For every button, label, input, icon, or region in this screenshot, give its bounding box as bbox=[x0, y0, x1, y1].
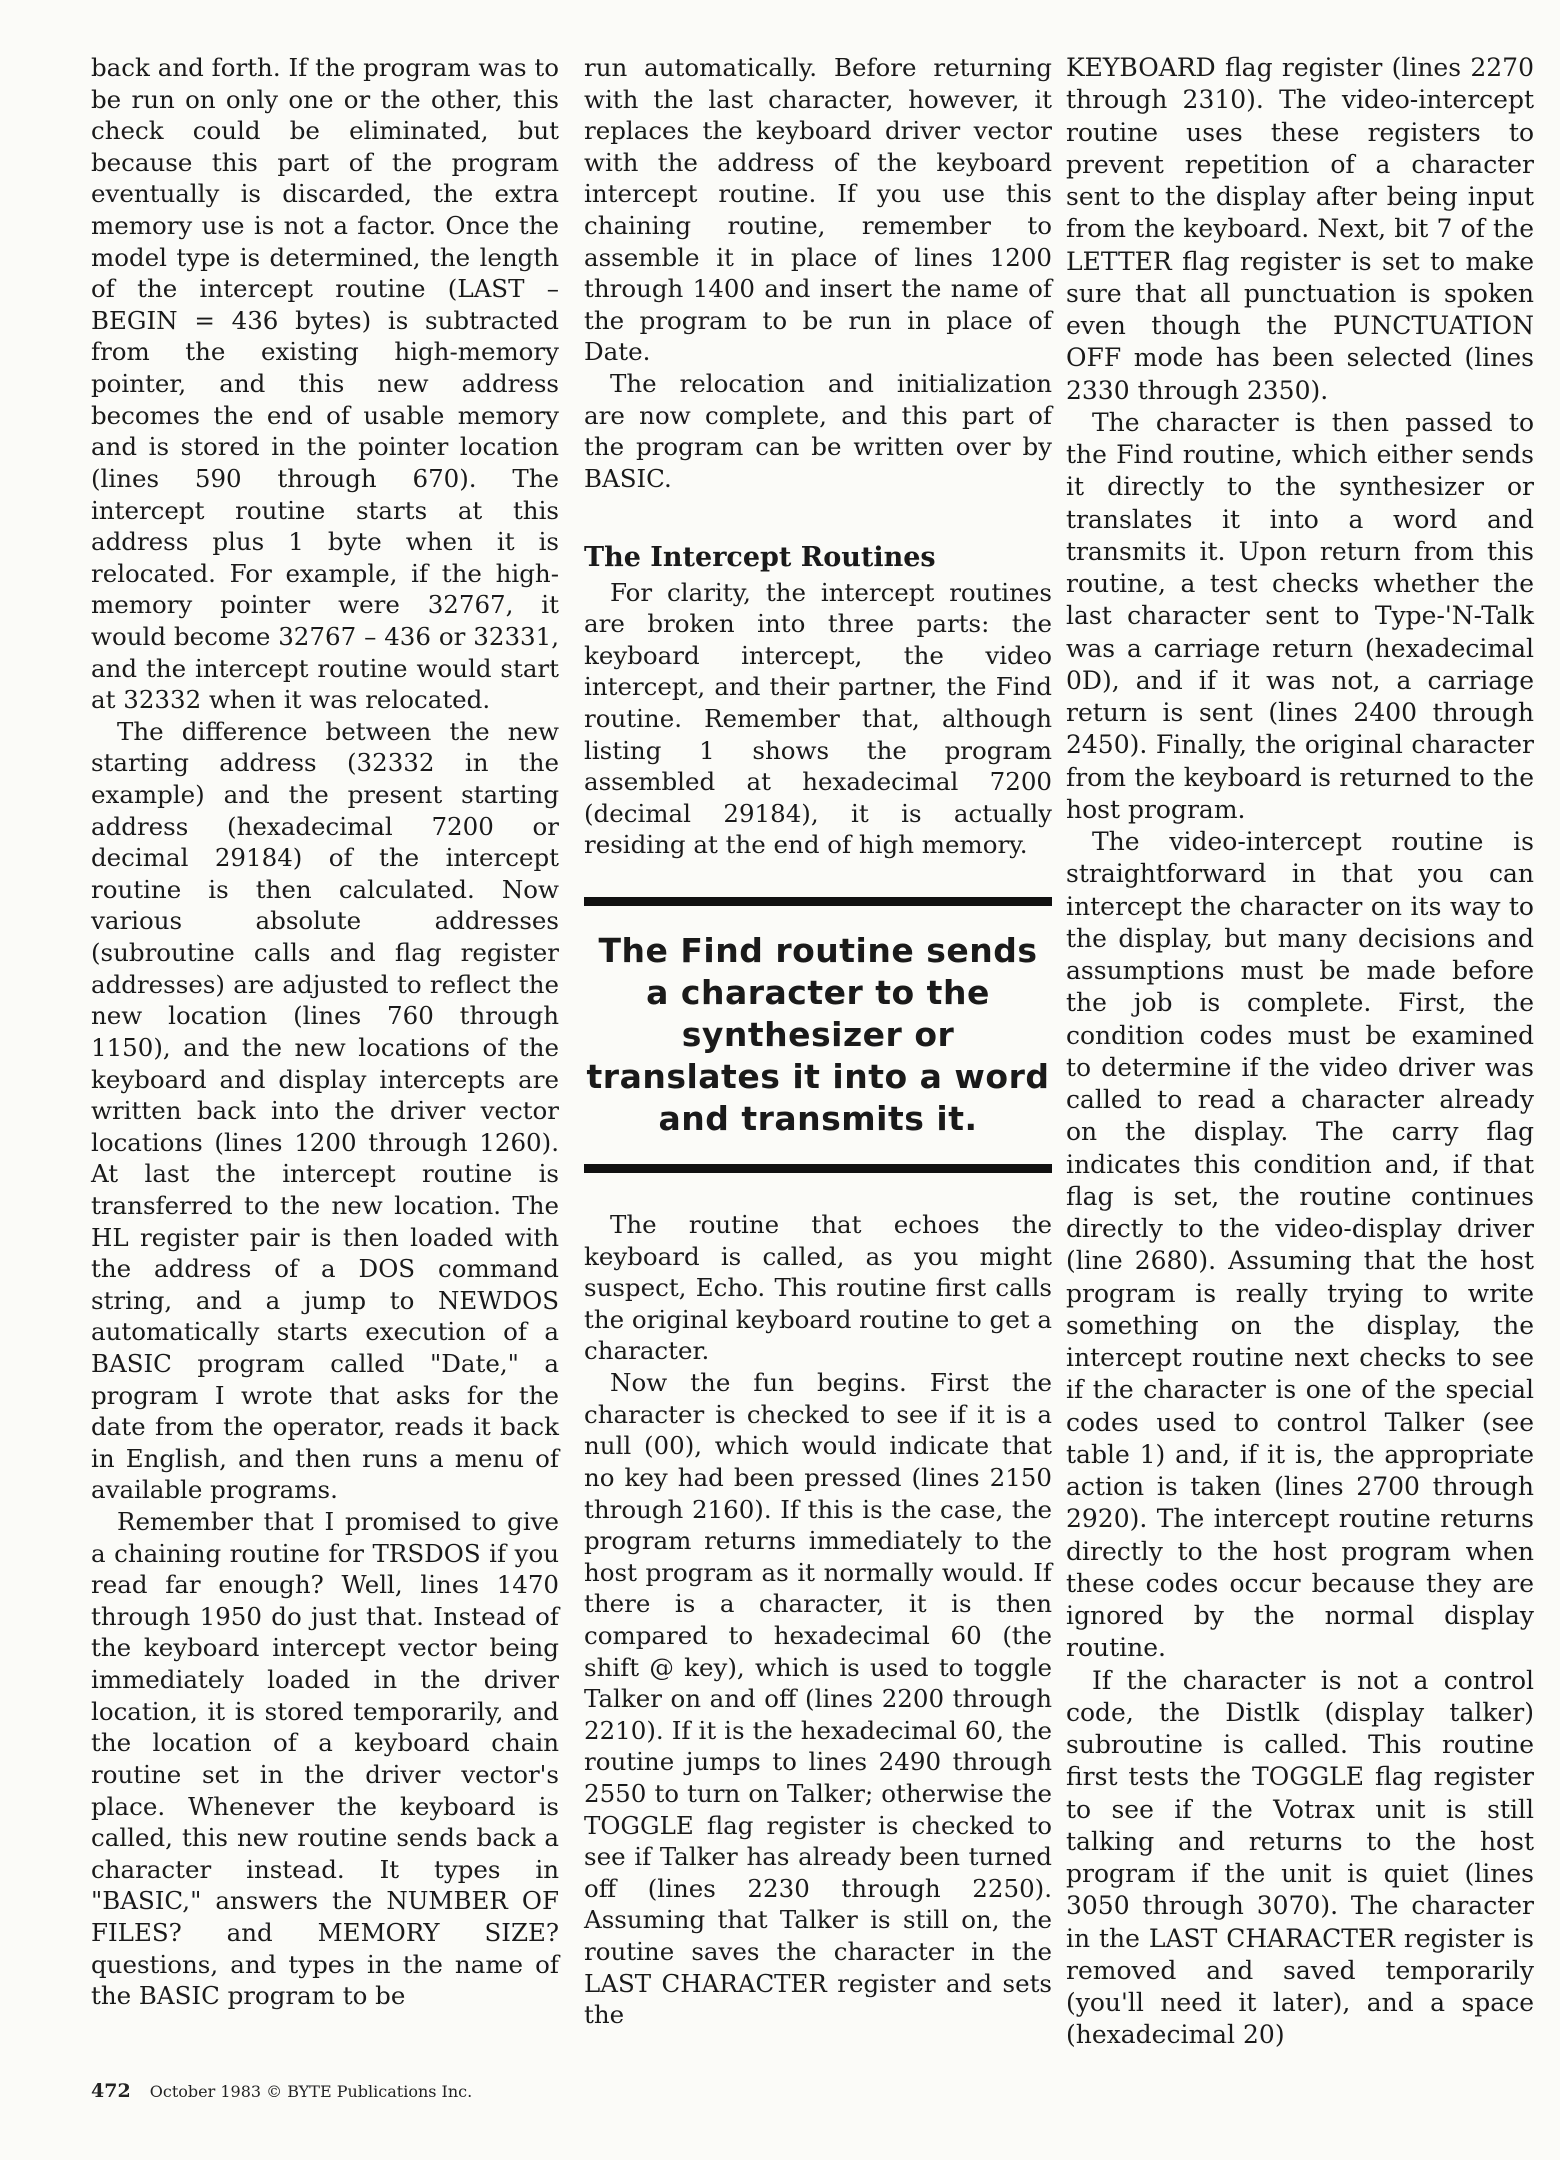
column-1 bbox=[91, 52, 559, 2012]
paragraph: The difference between the new starting address (32332 in the example) and the present starting address (hexadecimal 7200 or decimal 29184) of the intercept routine is then calculated. Now various absolute addresses (subroutine calls and flag register addresses) are adjusted to reflect the new location (lines 760 through 1150), and the new locations of the keyboard and display intercepts are written back into the driver vector locations (lines 1200 through 1260). At last the intercept routine is transferred to the new location. The HL register pair is then loaded with the address of a DOS command string, and a jump to NEWDOS automatically starts execution of a BASIC program called "Date," a program I wrote that asks for the date from the operator, reads it back in English, and then runs a menu of available programs. bbox=[91, 716, 559, 1505]
paragraph: The video-intercept routine is straightforward in that you can intercept the character on its way to the display, but many decisions and assumptions must be made before the job is complete. First, the condition codes must be examined to determine if the video driver was called to read a character already on the display. The carry flag indicates this condition and, if that flag is set, the routine continues directly to the video-display driver (line 2680). Assuming that the host program is really trying to write something on the display, the intercept routine next checks to see if the character is one of the special codes used to control Talker (see table 1) and, if it is, the appropriate action is taken (lines 2700 through 2920). The intercept routine returns directly to the host program when these codes occur because they are ignored by the normal display routine. bbox=[1066, 827, 1534, 1663]
paragraph: run automatically. Before returning with the last character, however, it replaces the keyboard driver vector with the address of the keyboard intercept routine. If you use this chaining routine, remember to assemble it in place of lines 1200 through 1400 and insert the name of the program to be run in place of Date. bbox=[584, 53, 1052, 367]
pull-quote: The Find routine sends a character to the synthesizer or translates it into a word and transmits it. bbox=[584, 897, 1052, 1173]
paragraph: The character is then passed to the Find routine, which either sends it directly to the synthesizer or translates it into a word and transmits it. Upon return from this routine, a test checks whether the last character sent to Type-'N-Talk was a carriage return (hexadecimal 0D), and if it was not, a carriage return is sent (lines 2400 through 2450). Finally, the original character from the keyboard is returned to the host program. bbox=[1066, 407, 1534, 824]
page-number: 472 bbox=[91, 2080, 131, 2102]
paragraph: The relocation and initialization are now complete, and this part of the program can be written over by BASIC. bbox=[584, 369, 1052, 493]
paragraph: If the character is not a control code, the Distlk (display talker) subroutine is called. This routine first tests the TOGGLE flag register to see if the Votrax unit is still talking and returns to the host program if the unit is quiet (lines 3050 through 3070). The character in the LAST CHARACTER register is removed and saved temporarily (you'll need it later), and a space (hexadecimal 20) bbox=[1066, 1665, 1534, 2050]
page-footer bbox=[91, 2080, 472, 2102]
paragraph: Now the fun begins. First the character is checked to see if it is a null (00), which would indicate that no key had been pressed (lines 2150 through 2160). If this is the case, the program returns immediately to the host program as it normally would. If there is a character, it is then compared to hexadecimal 60 (the shift @ key), which is used to toggle Talker on and off (lines 2200 through 2210). If it is the hexadecimal 60, the routine jumps to lines 2490 through 2550 to turn on Talker; otherwise the TOGGLE flag register is checked to see if Talker has already been turned off (lines 2230 through 2250). Assuming that Talker is still on, the routine saves the character in the LAST CHARACTER register and sets the bbox=[584, 1368, 1052, 2030]
column-2 bbox=[584, 52, 1052, 2031]
copyright-credit: October 1983 © BYTE Publications Inc. bbox=[149, 2082, 473, 2101]
column-3 bbox=[1066, 52, 1534, 2052]
paragraph: back and forth. If the program was to be run on only one or the other, this check could be eliminated, but because this part of the program eventually is discarded, the extra memory use is not a factor. Once the model type is determined, the length of the intercept routine (LAST – BEGIN = 436 bytes) is subtracted from the existing high-memory pointer, and this new address becomes the end of usable memory and is stored in the pointer location (lines 590 through 670). The intercept routine starts at this address plus 1 byte when it is relocated. For example, if the high-memory pointer were 32767, it would become 32767 – 436 or 32331, and the intercept routine would start at 32332 when it was relocated. bbox=[91, 53, 559, 715]
paragraph: The routine that echoes the keyboard is called, as you might suspect, Echo. This routine first calls the original keyboard routine to get a character. bbox=[584, 1210, 1052, 1366]
paragraph: Remember that I promised to give a chaining routine for TRSDOS if you read far enough? Well, lines 1470 through 1950 do just that. Instead of the keyboard intercept vector being immediately loaded in the driver location, it is stored temporarily, and the location of a keyboard chain routine set in the driver vector's place. Whenever the keyboard is called, this new routine sends back a character instead. It types in "BASIC," answers the NUMBER OF FILES? and MEMORY SIZE? questions, and types in the name of the BASIC program to be bbox=[91, 1507, 559, 2011]
paragraph: KEYBOARD flag register (lines 2270 through 2310). The video-intercept routine uses these registers to prevent repetition of a character sent to the display after being input from the keyboard. Next, bit 7 of the LETTER flag register is set to make sure that all punctuation is spoken even though the PUNCTUATION OFF mode has been selected (lines 2330 through 2350). bbox=[1066, 53, 1534, 405]
section-heading: The Intercept Routines bbox=[584, 541, 936, 573]
paragraph: For clarity, the intercept routines are broken into three parts: the keyboard intercept, the video intercept, and their partner, the Find routine. Remember that, although listing 1 shows the program assembled at hexadecimal 7200 (decimal 29184), it is actually residing at the end of high memory. bbox=[584, 577, 1052, 860]
